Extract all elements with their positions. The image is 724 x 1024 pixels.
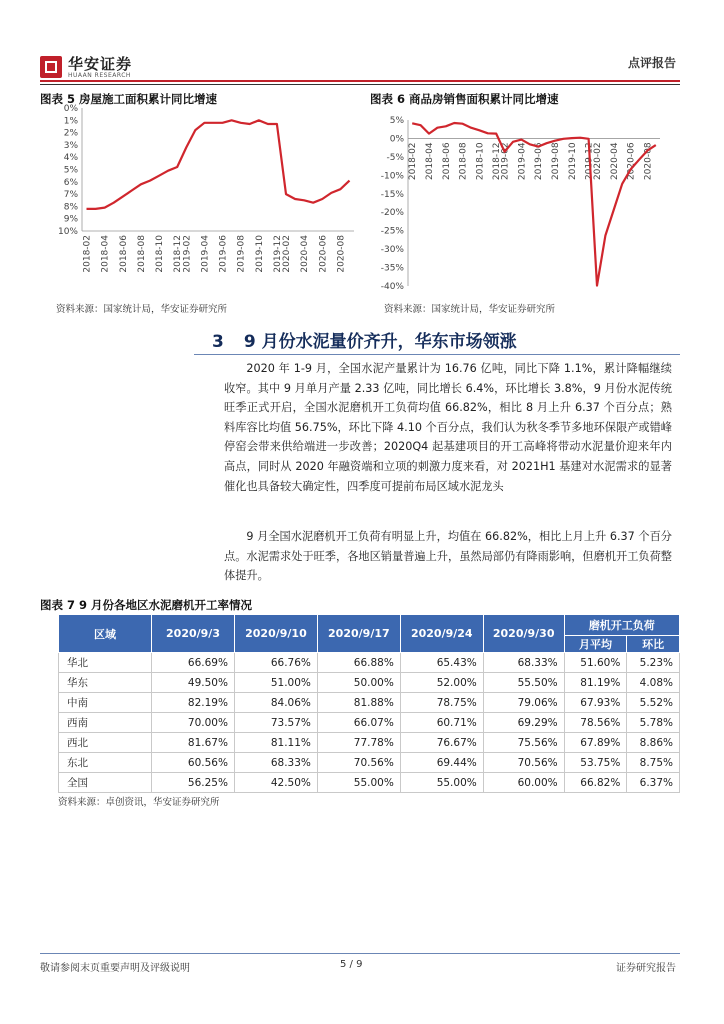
cell-value: 68.33% [483,653,564,673]
y-tick-label: -40% [380,282,404,292]
x-tick-label: 2019-02 [182,235,193,273]
cell-value: 67.93% [564,693,627,713]
y-tick-label: 3% [63,140,78,151]
cell-value: 76.67% [400,733,483,753]
y-tick-label: -25% [380,226,404,237]
header-rule-thin [40,84,680,85]
logo-icon [40,56,62,78]
x-tick-label: 2018-12 [492,142,503,181]
cell-value: 55.00% [317,773,400,793]
x-tick-label: 2019-08 [551,142,561,181]
cell-value: 56.25% [152,773,235,793]
footer-report-type: 证券研究报告 [616,963,676,974]
cell-value: 53.75% [564,753,627,773]
y-tick-label: 9% [63,214,78,225]
cell-value: 66.69% [152,653,235,673]
cell-value: 66.76% [234,653,317,673]
section-number: 3 [212,332,224,352]
cell-value: 77.78% [317,733,400,753]
x-tick-label: 2018-02 [82,235,93,273]
cell-value: 4.08% [627,673,680,693]
x-tick-label: 2020-04 [609,142,620,181]
x-tick-label: 2018-12 [173,235,184,273]
x-tick-label: 2019-06 [534,142,545,181]
x-tick-label: 2018-10 [155,235,166,273]
y-tick-label: 0% [63,104,78,114]
x-tick-label: 2018-04 [100,235,111,273]
cell-value: 51.60% [564,653,627,673]
cell-region: 华北 [59,653,152,673]
brand-name: 华安证券 [68,55,133,73]
table-row [59,693,680,713]
table-row [59,773,680,793]
cell-value: 5.78% [627,713,680,733]
cell-value: 70.00% [152,713,235,733]
figure-5-title: 图表 5 房屋施工面积累计同比增速 [40,92,218,106]
grinding-utilization-table [58,614,680,793]
x-tick-label: 2019-06 [218,235,229,273]
cell-value: 5.52% [627,693,680,713]
cell-value: 8.86% [627,733,680,753]
cell-value: 69.29% [483,713,564,733]
x-tick-label: 2020-06 [626,142,637,181]
cell-value: 81.67% [152,733,235,753]
cell-region: 西南 [59,713,152,733]
x-tick-label: 2018-06 [441,142,452,181]
cell-value: 81.19% [564,673,627,693]
y-tick-label: 5% [63,165,78,176]
y-tick-label: 2% [63,128,78,139]
brand-name-en: HUAAN RESEARCH [68,72,131,79]
cell-value: 60.71% [400,713,483,733]
cell-value: 69.44% [400,753,483,773]
y-tick-label: -10% [380,171,404,182]
cell-value: 78.75% [400,693,483,713]
header-group: 磨机开工负荷 [564,615,679,636]
y-tick-label: -15% [380,189,404,200]
cell-value: 5.23% [627,653,680,673]
table-row [59,653,680,673]
cell-value: 82.19% [152,693,235,713]
cell-value: 70.56% [483,753,564,773]
cell-value: 79.06% [483,693,564,713]
header-rule [40,80,680,82]
paragraph-2: 9 月全国水泥磨机开工负荷有明显上升，均值在 66.82%，相比上月上升 6.37 个百分点。水泥需求处于旺季，各地区销量普遍上升，虽然局部仍有降雨影响，但磨机开工负荷整体提升。 [224,530,672,583]
figure-5-source: 资料来源：国家统计局，华安证券研究所 [56,304,228,315]
x-tick-label: 2019-10 [254,234,265,273]
x-tick-label: 2018-08 [136,235,147,273]
cell-value: 49.50% [152,673,235,693]
cell-value: 66.88% [317,653,400,673]
x-tick-label: 2020-08 [643,142,654,181]
page-number: 5 / 9 [340,959,363,970]
x-tick-label: 2019-12 [584,142,595,181]
cell-value: 60.56% [152,753,235,773]
cell-value: 51.00% [234,673,317,693]
section-title: 9 月份水泥量价齐升，华东市场领涨 [243,332,517,352]
y-tick-label: -35% [380,263,404,274]
x-tick-label: 2019-10 [567,142,578,181]
header-date-2: 2020/9/10 [234,615,317,653]
cell-value: 73.57% [234,713,317,733]
x-tick-label: 2020-02 [593,142,603,181]
cell-region: 西北 [59,733,152,753]
cell-value: 55.00% [400,773,483,793]
x-tick-label: 2020-08 [336,235,347,273]
cell-value: 65.43% [400,653,483,673]
header-date-5: 2020/9/30 [483,615,564,653]
y-tick-label: 1% [63,116,78,127]
y-tick-label: -30% [380,245,404,256]
header-date-4: 2020/9/24 [400,615,483,653]
table-row [59,733,680,753]
cell-value: 84.06% [234,693,317,713]
cell-value: 52.00% [400,673,483,693]
x-tick-label: 2020-06 [318,235,329,273]
cell-region: 全国 [59,773,152,793]
x-tick-label: 2018-06 [118,235,129,273]
header-monthly-avg: 月平均 [564,636,627,653]
y-tick-label: -5% [386,152,404,163]
x-tick-label: 2019-12 [272,235,283,273]
cell-value: 68.33% [234,753,317,773]
y-tick-label: 10% [57,227,78,237]
x-tick-label: 2019-08 [236,235,247,273]
cell-value: 42.50% [234,773,317,793]
y-tick-label: -20% [380,208,404,219]
x-tick-label: 2020-04 [300,235,311,273]
footer-rule [40,953,680,954]
series-line [87,120,350,209]
y-tick-label: 0% [389,134,404,145]
cell-region: 东北 [59,753,152,773]
figure-6-title: 图表 6 商品房销售面积累计同比增速 [370,92,559,106]
section-heading [212,327,517,352]
x-tick-label: 2019-04 [517,142,528,181]
footer-disclaimer: 敬请参阅末页重要声明及评级说明 [40,963,190,974]
table-title: 图表 7 9 月份各地区水泥磨机开工率情况 [40,598,253,612]
x-tick-label: 2018-10 [475,142,486,181]
header-date-1: 2020/9/3 [152,615,235,653]
section-rule [194,354,680,355]
cell-value: 67.89% [564,733,627,753]
table-row [59,713,680,733]
x-tick-label: 2020-02 [282,235,292,273]
table-row [59,753,680,773]
cell-value: 55.50% [483,673,564,693]
header-region: 区域 [59,615,152,653]
cell-value: 70.56% [317,753,400,773]
table-row [59,673,680,693]
x-tick-label: 2019-04 [200,235,211,273]
table-source: 资料来源：卓创资讯，华安证券研究所 [58,797,220,808]
figure-6-source: 资料来源：国家统计局，华安证券研究所 [384,304,556,315]
x-tick-label: 2018-08 [458,142,469,181]
x-tick-label: 2019-02 [500,142,511,181]
figure-6-chart [356,104,676,294]
cell-value: 81.11% [234,733,317,753]
header-date-3: 2020/9/17 [317,615,400,653]
x-tick-label: 2018-04 [425,142,435,181]
y-tick-label: 8% [63,202,78,213]
cell-value: 50.00% [317,673,400,693]
cell-region: 中南 [59,693,152,713]
cell-value: 6.37% [627,773,680,793]
figure-5-chart [40,104,360,294]
x-tick-label: 2018-02 [408,142,419,181]
cell-value: 8.75% [627,753,680,773]
y-tick-label: 4% [63,153,78,164]
cell-value: 81.88% [317,693,400,713]
y-tick-label: 7% [63,190,78,201]
cell-value: 75.56% [483,733,564,753]
header-mom: 环比 [627,636,680,653]
document-type: 点评报告 [627,56,676,70]
paragraph-1: 2020 年 1-9 月，全国水泥产量累计为 16.76 亿吨，同比下降 1.1%，累计降幅继续收窄。其中 9 月单月产量 2.33 亿吨，同比增长 6.4%，环比增长 3.8%，9 月份水泥传统旺季正式开启，全国水泥磨机开工负荷均值 66.82%，相比 8 月上升 6.37 个百分点；熟料库容比均值 56.75%，环比下降 4.10 个百分点，我们认为秋冬季节多地环保限产或错峰停窑会带来供给端进一步改善；2020Q4 起基建项目的开工高峰将带动水泥量价迎来年内高点，同时从 2020 年融资端和立项的刺激力度来看，对 2021H1 基建对水泥需求的显著催化也具备较大确定性，四季度可提前布局区域水泥龙头 [224,362,672,493]
cell-value: 78.56% [564,713,627,733]
cell-value: 66.07% [317,713,400,733]
cell-region: 华东 [59,673,152,693]
y-tick-label: 6% [63,177,78,188]
cell-value: 60.00% [483,773,564,793]
cell-value: 66.82% [564,773,627,793]
y-tick-label: 5% [389,116,404,126]
